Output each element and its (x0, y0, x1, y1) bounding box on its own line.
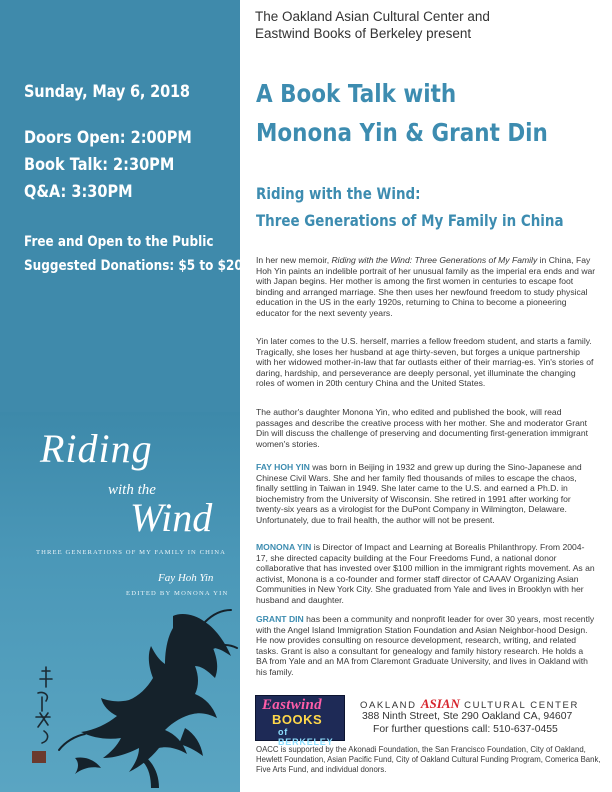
cover-title-riding: Riding (40, 426, 153, 471)
paragraph-event: The author's daughter Monona Yin, who edited and published the book, will read passages and describe the creative process with her mother. She and moderator Grant Din will discuss the challenge of preserving and documenting first-generation immigrant women's stories. (256, 407, 588, 449)
qa-time: Q&A: 3:30PM (24, 182, 133, 201)
bio-grant-din (256, 614, 596, 678)
suggested-donation: Suggested Donations: $5 to $20 (24, 258, 243, 274)
presenters-line-1: The Oakland Asian Cultural Center and (255, 9, 490, 24)
presenters-line-2: Eastwind Books of Berkeley present (255, 26, 472, 41)
left-panel (0, 0, 243, 792)
bio-text: is Director of Impact and Learning at Borealis Philanthropy. From 2004-17, she directed capacity building at the Four Freedoms Fund, a national donor collaborative that has invested over $100 million in the immigrant rights movement. As an activist, Monona is a co-founder and former staff director of CAAAV Organizing Asian Communities in New York City. She graduated from Yale and lives in Brooklyn with her husband and daughter. (256, 542, 595, 605)
calligraphy-seal-icon (20, 665, 60, 775)
paragraph-text: in China, Fay Hoh Yin paints an indelible portrait of her unusual family as the imperial era ends and war with Japan begins. Her mother is among the first women in centuries to escape foot binding and arranged marriage. She then uses her newfound freedom to study physical education in the US in the early 1920s, returning to China to become a pioneering educator for the next seventy years. (256, 255, 596, 318)
oacc-logo (360, 696, 605, 712)
free-admission: Free and Open to the Public (24, 234, 214, 250)
oacc-address: 388 Ninth Street, Ste 290 Oakland CA, 94607 (362, 711, 573, 722)
page-title-line-1: A Book Talk with (256, 79, 457, 108)
oacc-name-asian: ASIAN (420, 696, 460, 711)
oacc-name-oakland: OAKLAND (360, 700, 421, 711)
book-title-line-1: Riding with the Wind: (256, 184, 421, 203)
eastwind-logo-books: BOOKS (272, 712, 323, 727)
bio-name: GRANT DIN (256, 614, 304, 624)
event-info-panel (0, 0, 240, 425)
page-title-line-2: Monona Yin & Grant Din (256, 118, 548, 147)
cover-subtitle: THREE GENERATIONS OF MY FAMILY IN CHINA (36, 549, 226, 556)
presenters (255, 8, 600, 42)
eastwind-logo-text: Eastwind (262, 697, 322, 713)
bio-name: MONONA YIN (256, 542, 312, 552)
sponsors-note: OACC is supported by the Akonadi Foundation, the San Francisco Foundation, City of Oakland, Hewlett Foundation, Asian Pacific Fund, City of Oakland Cultural Funding Program, Comerica Bank, Five Arts Fund, and individual donors. (256, 745, 601, 774)
paragraph-story: Yin later comes to the U.S. herself, marries a fellow freedom student, and starts a family. Tragically, she loses her husband at age thirty-seven, but forges a unique partnership with her widowed mother-in-law that far outlasts either of their marriag-es. Yin's stories of daring, hardship, and perseverance are deeply personal, yet illuminate the changing roles of women in 20th century China and the United States. (256, 336, 594, 389)
book-title-line-2: Three Generations of My Family in China (256, 211, 564, 230)
cover-title-wind: Wind (130, 495, 213, 540)
cover-author: Fay Hoh Yin (158, 572, 214, 584)
bio-monona-yin (256, 542, 596, 606)
eastwind-books-logo (255, 695, 345, 747)
bio-text: has been a community and nonprofit leader for over 30 years, most recently with the Angel Island Immigration Station Foundation and Asian Neighbor-hood Design. He now provides consulting on resource development, research, writing, and related tasks. Grant is also a consultant for genealogy and family history research. He holds a BA from Yale and an MA from Claremont Graduate University, and lives in Oakland with his family. (256, 614, 595, 677)
book-title (256, 180, 564, 234)
admission-info (24, 230, 243, 278)
book-title-inline: Riding with the Wind: Three Generations of My Family (331, 255, 538, 265)
book-talk-time: Book Talk: 2:30PM (24, 155, 175, 174)
event-date: Sunday, May 6, 2018 (24, 82, 190, 101)
horse-brush-painting-icon (55, 608, 240, 792)
eastwind-logo-berkeley: of BERKELEY (278, 727, 334, 747)
doors-open-time: Doors Open: 2:00PM (24, 128, 192, 147)
bio-text: was born in Beijing in 1932 and grew up during the Sino-Japanese and Chinese Civil Wars. She and her family fled thousands of miles to escape the chaos, finally settling in Taiwan in 1949. She later came to the U.S. and earned a Ph.D. in biochemistry from the University of Wisconsin. She retired in 1991 after working for twenty-six years as a virologist for the DuPont Company in Wilmington, Delaware. Unfortunately, due to frail health, the author will not be present. (256, 462, 582, 525)
event-schedule (24, 124, 192, 205)
paragraph-text: In her new memoir, (256, 255, 332, 265)
oacc-name-cultural-center: CULTURAL CENTER (459, 700, 579, 711)
oacc-contact: For further questions call: 510-637-0455 (373, 724, 558, 735)
cover-title-with-the: with the (108, 482, 156, 498)
bio-fay-hoh-yin (256, 462, 596, 526)
cover-editor: EDITED BY MONONA YIN (126, 590, 229, 597)
bio-name: FAY HOH YIN (256, 462, 310, 472)
paragraph-memoir (256, 255, 596, 319)
page-title (256, 74, 557, 152)
